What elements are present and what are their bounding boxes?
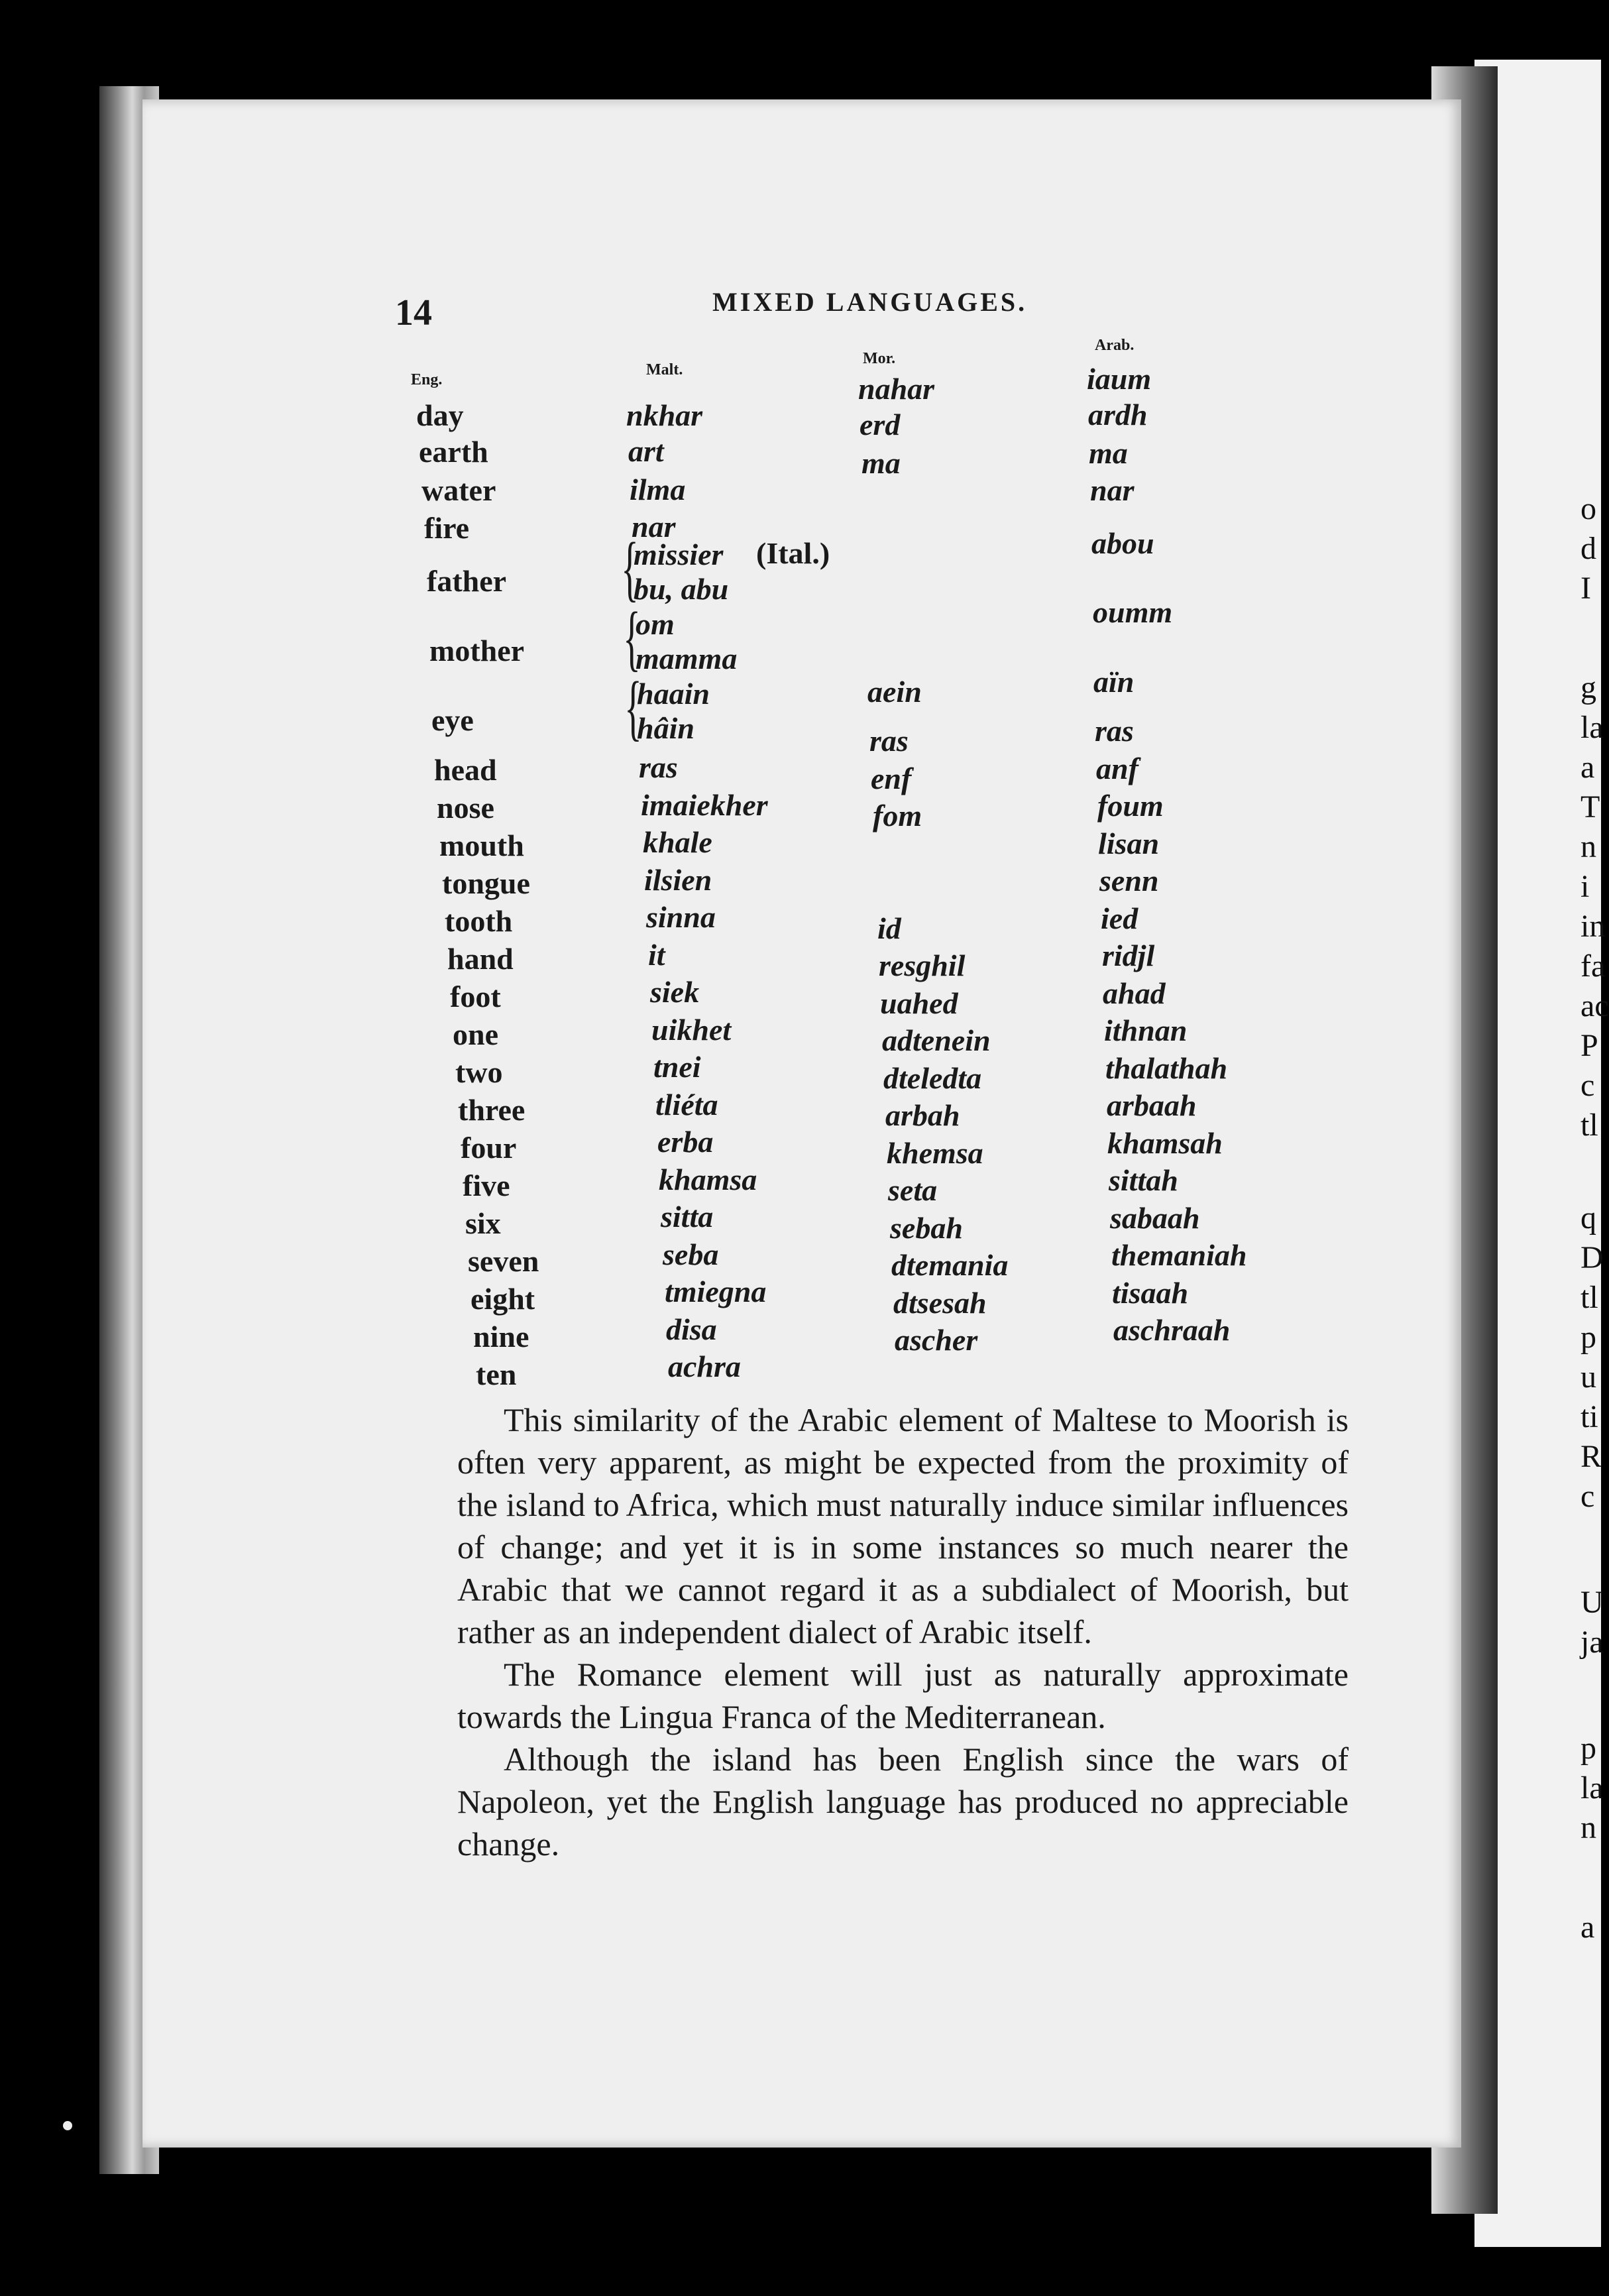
entry-mor: nahar [858,372,935,406]
facing-page-fragment: fa [1581,948,1606,984]
entry-malt: khale [643,825,712,859]
entry-arab: ma [1089,436,1128,470]
entry-eng: one [453,1017,498,1051]
entry-malt: khamsa [659,1163,757,1196]
entry-eng: earth [419,435,488,469]
entry-eng: mother [429,634,525,667]
facing-page-fragment: in [1581,909,1606,944]
entry-malt: tliéta [655,1088,718,1121]
entry-mor: enf [871,762,912,795]
entry-arab: iaum [1087,362,1152,396]
entry-mor: ascher [895,1323,978,1357]
facing-page-fragment: tl [1581,1108,1598,1143]
entry-mor: uahed [880,986,958,1020]
entry-malt: imaiekher [641,788,768,822]
brace: { [621,528,639,608]
entry-mor: ras [869,724,909,758]
entry-eng: mouth [439,829,524,862]
facing-page-fragment: la [1581,1770,1604,1806]
entry-malt: nkhar [626,398,703,432]
facing-page-fragment: la [1581,710,1604,745]
entry-eng: two [455,1055,503,1089]
facing-page-fragment: u [1581,1359,1596,1395]
entry-arab: aïn [1093,665,1135,699]
entry-malt: disa [666,1312,717,1346]
facing-page-fragment: P [1581,1028,1598,1063]
page-number: 14 [395,292,432,333]
entry-malt-note: (Ital.) [756,536,830,570]
entry-arab: lisan [1098,827,1160,860]
scan-speck [63,2121,72,2130]
entry-mor: id [877,911,901,945]
entry-malt: ras [639,750,678,784]
entry-arab: ithnan [1104,1013,1188,1047]
entry-arab: foum [1097,789,1164,823]
entry-malt: om [636,607,675,641]
entry-malt: haain [637,677,710,711]
entry-mor: fom [873,799,922,832]
facing-page-fragment: a [1581,1910,1595,1945]
entry-malt: nar [632,510,676,544]
entry-malt: sinna [646,900,716,934]
facing-page-fragment: n [1581,829,1596,864]
entry-arab: ras [1095,714,1134,748]
entry-arab: nar [1090,473,1135,507]
facing-page-fragment: c [1581,1479,1595,1514]
entry-mor: khemsa [887,1136,983,1170]
entry-arab: ied [1101,901,1138,935]
facing-page-fragment: ac [1581,988,1609,1023]
entry-eng: fire [424,511,470,545]
entry-eng: tongue [442,866,530,900]
facing-page-fragment: T [1581,789,1600,825]
entry-malt: tnei [653,1050,701,1084]
facing-page-fragment: n [1581,1810,1596,1845]
entry-eng: five [463,1169,510,1202]
entry-malt-alt: hâin [637,711,694,745]
entry-eng: head [434,753,497,787]
entry-arab: anf [1096,752,1138,785]
entry-arab: abou [1091,526,1154,560]
entry-malt: ilsien [644,863,712,897]
facing-page-fragment: d [1581,531,1596,566]
facing-page-fragment: R [1581,1439,1602,1474]
entry-malt: siek [650,975,700,1009]
entry-mor: erd [860,408,901,441]
facing-page-fragment: i [1581,869,1590,904]
facing-page-fragment: p [1581,1320,1596,1355]
entry-malt: missier [634,538,724,571]
entry-malt: art [628,434,664,468]
entry-malt: it [648,938,665,972]
entry-eng: four [461,1131,517,1165]
entry-arab: oumm [1093,595,1173,629]
facing-page-fragment: ja [1581,1625,1604,1660]
entry-malt: sitta [661,1200,714,1234]
entry-arab: ridjl [1102,939,1155,972]
entry-mor: ma [861,446,901,480]
paragraph-1: This similarity of the Arabic element of Maltese to Moorish is often very apparent, as might be expected from the proximity of the island to Africa, which must naturally induce similar influences of change; and yet it is in some instances so much nearer the Arabic that we cannot regard it as a subdialect of Moorish, but rather as an independent dialect of Arabic itself. [457,1401,1349,1650]
entry-eng: father [427,564,507,598]
entry-eng: tooth [445,904,513,938]
entry-malt-alt: mamma [636,642,738,675]
column-header-eng: Eng. [411,371,443,388]
entry-eng: nose [437,791,494,825]
paragraph-3: Although the island has been English since the wars of Napoleon, yet the English language has produced no appreciable change. [457,1741,1349,1863]
entry-malt: tmiegna [665,1275,767,1308]
entry-eng: water [421,473,496,507]
entry-malt: seba [663,1237,719,1271]
facing-page-fragment: I [1581,571,1591,606]
facing-page-fragment: D [1581,1240,1604,1275]
entry-mor: dtsesah [893,1286,987,1320]
entry-eng: six [465,1206,501,1240]
facing-page-fragment: g [1581,670,1596,705]
entry-malt: achra [668,1349,741,1383]
entry-eng: hand [447,942,514,976]
entry-malt: ilma [630,473,686,506]
brace: { [623,597,641,678]
entry-arab: senn [1099,864,1159,897]
entry-mor: aein [867,675,922,709]
entry-arab: thalathah [1105,1051,1228,1085]
entry-eng: three [458,1093,526,1127]
entry-eng: ten [476,1357,517,1391]
entry-eng: foot [450,980,501,1013]
entry-arab: sabaah [1110,1201,1200,1235]
entry-arab: aschraah [1113,1313,1231,1347]
column-header-mor: Mor. [863,350,896,367]
running-title: MIXED LANGUAGES. [712,287,1028,317]
entry-arab: ahad [1103,976,1166,1010]
entry-mor: dteledta [883,1061,982,1095]
entry-eng: eight [471,1282,535,1316]
entry-mor: arbah [885,1098,960,1132]
facing-page-fragment: tl [1581,1280,1598,1315]
entry-mor: seta [888,1173,938,1207]
facing-page-fragment: U [1581,1585,1604,1620]
paragraph-2: The Romance element will just as naturally approximate towards the Lingua Franca of the Mediterranean. [457,1656,1349,1735]
entry-arab: ardh [1088,398,1148,431]
entry-mor: sebah [890,1211,963,1245]
entry-eng: seven [468,1244,539,1278]
entry-arab: arbaah [1107,1088,1197,1122]
facing-page-fragment: p [1581,1731,1596,1766]
column-header-malt: Malt. [646,361,683,378]
body-text [457,1399,1349,1865]
column-header-arab: Arab. [1095,337,1135,354]
entry-mor: adtenein [882,1023,991,1057]
facing-page-fragment: a [1581,750,1595,785]
facing-page-fragment: o [1581,491,1596,526]
entry-mor: dtemania [891,1248,1009,1282]
brace: { [624,667,642,748]
entry-malt: uikhet [651,1013,732,1047]
facing-page-fragment: q [1581,1200,1596,1235]
entry-malt-alt: bu, abu [634,572,729,606]
facing-page-fragment: ti [1581,1399,1598,1434]
entry-malt: erba [657,1125,714,1159]
entry-arab: sittah [1109,1163,1178,1197]
entry-arab: khamsah [1107,1126,1223,1160]
entry-eng: day [416,398,464,432]
facing-page-fragment: c [1581,1068,1595,1103]
entry-arab: themaniah [1111,1238,1247,1272]
entry-eng: eye [431,703,474,737]
entry-arab: tisaah [1112,1276,1189,1310]
entry-eng: nine [473,1320,529,1353]
entry-mor: resghil [879,948,966,982]
